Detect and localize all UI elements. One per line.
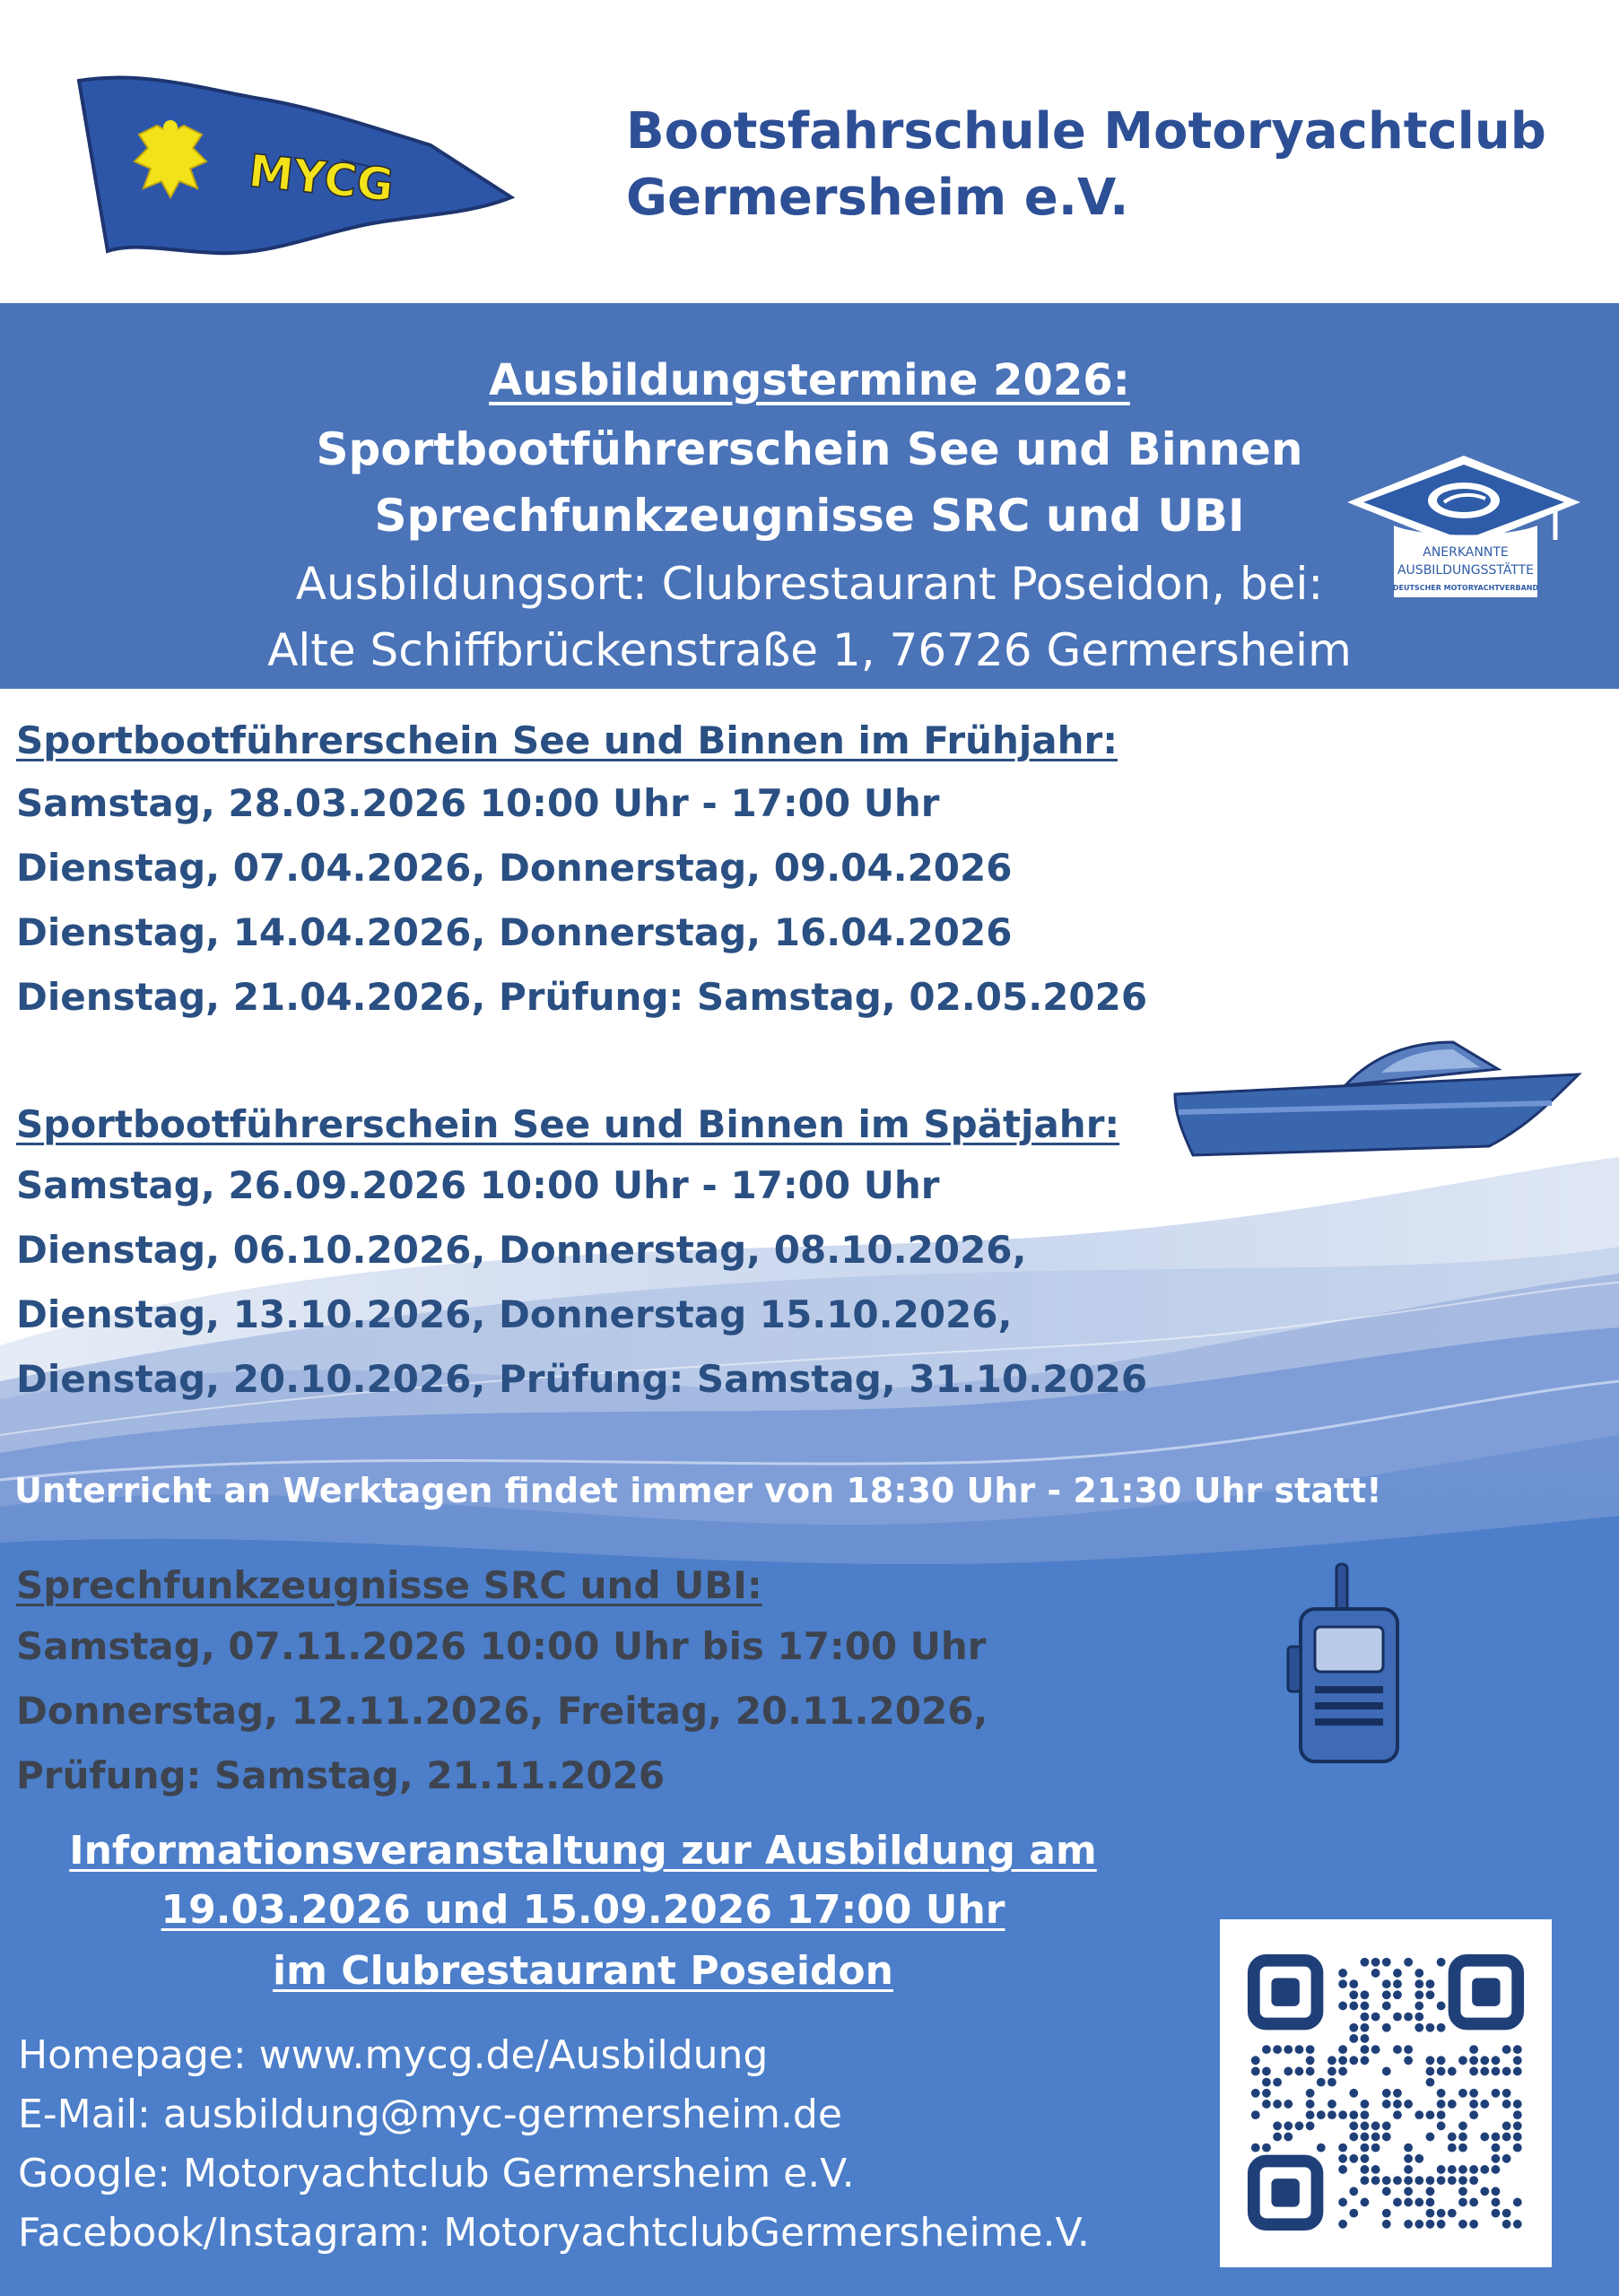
club-title-line2: Germersheim e.V. [626, 169, 1129, 227]
band-subtitle-license: Sportbootführerschein See und Binnen [316, 423, 1303, 475]
band-heading: Ausbildungstermine 2026: [489, 355, 1130, 405]
spring-date-line: Samstag, 28.03.2026 10:00 Uhr - 17:00 Uhr [16, 781, 940, 825]
contact-google: Google: Motoryachtclub Germersheim e.V. [18, 2151, 855, 2196]
header-band [0, 303, 1619, 689]
spring-heading: Sportbootführerschein See und Binnen im Frühjahr: [16, 718, 1118, 762]
info-event-dates: 19.03.2026 und 15.09.2026 17:00 Uhr [161, 1887, 1005, 1933]
spring-date-line: Dienstag, 21.04.2026, Prüfung: Samstag, 02.05.2026 [16, 975, 1148, 1019]
radio-date-line: Donnerstag, 12.11.2026, Freitag, 20.11.2026, [16, 1689, 988, 1733]
contact-social: Facebook/Instagram: MotoryachtclubGermersheime.V. [18, 2210, 1090, 2256]
eagle-crest-icon [135, 120, 206, 197]
club-title-line1: Bootsfahrschule Motoryachtclub [626, 102, 1546, 161]
radio-heading: Sprechfunkzeugnisse SRC und UBI: [16, 1563, 762, 1607]
motorboat-icon [1166, 1030, 1588, 1164]
spring-date-line: Dienstag, 14.04.2026, Donnerstag, 16.04.2026 [16, 910, 1013, 954]
autumn-date-line: Dienstag, 13.10.2026, Donnerstag 15.10.2026, [16, 1292, 1013, 1336]
radio-date-line: Prüfung: Samstag, 21.11.2026 [16, 1753, 666, 1797]
autumn-date-line: Samstag, 26.09.2026 10:00 Uhr - 17:00 Uhr [16, 1163, 940, 1207]
badge-line2: AUSBILDUNGSSTÄTTE [1397, 563, 1535, 578]
qr-code-icon [1245, 1952, 1527, 2233]
info-event-line1: Informationsveranstaltung zur Ausbildung am [69, 1828, 1097, 1874]
radio-date-line: Samstag, 07.11.2026 10:00 Uhr bis 17:00 Uhr [16, 1624, 987, 1668]
info-event-location: im Clubrestaurant Poseidon [273, 1948, 893, 1994]
training-address: Alte Schiffbrückenstraße 1, 76726 Germersheim [267, 624, 1352, 676]
logo-text: MYCG [246, 144, 396, 212]
walkie-talkie-icon [1281, 1561, 1415, 1767]
club-title [626, 99, 1577, 231]
badge-line3: DEUTSCHER MOTORYACHTVERBAND [1392, 584, 1539, 592]
badge-line1: ANERKANNTE [1423, 545, 1509, 560]
contact-homepage[interactable]: Homepage: www.mycg.de/Ausbildung [18, 2032, 769, 2078]
graduation-cap-badge-icon [1344, 439, 1584, 599]
autumn-date-line: Dienstag, 06.10.2026, Donnerstag, 08.10.2026, [16, 1228, 1027, 1272]
band-subtitle-radio: Sprechfunkzeugnisse SRC und UBI [374, 490, 1245, 542]
spring-date-line: Dienstag, 07.04.2026, Donnerstag, 09.04.2026 [16, 846, 1013, 890]
training-location: Ausbildungsort: Clubrestaurant Poseidon, bei: [295, 558, 1324, 610]
autumn-date-line: Dienstag, 20.10.2026, Prüfung: Samstag, 31.10.2026 [16, 1357, 1148, 1401]
weekday-class-notice: Unterricht an Werktagen findet immer von 18:30 Uhr - 21:30 Uhr statt! [14, 1471, 1382, 1510]
contact-email[interactable]: E-Mail: ausbildung@myc-germersheim.de [18, 2092, 842, 2137]
club-flag-logo [72, 63, 520, 260]
qr-code[interactable] [1220, 1919, 1552, 2267]
autumn-heading: Sportbootführerschein See und Binnen im Spätjahr: [16, 1102, 1120, 1146]
